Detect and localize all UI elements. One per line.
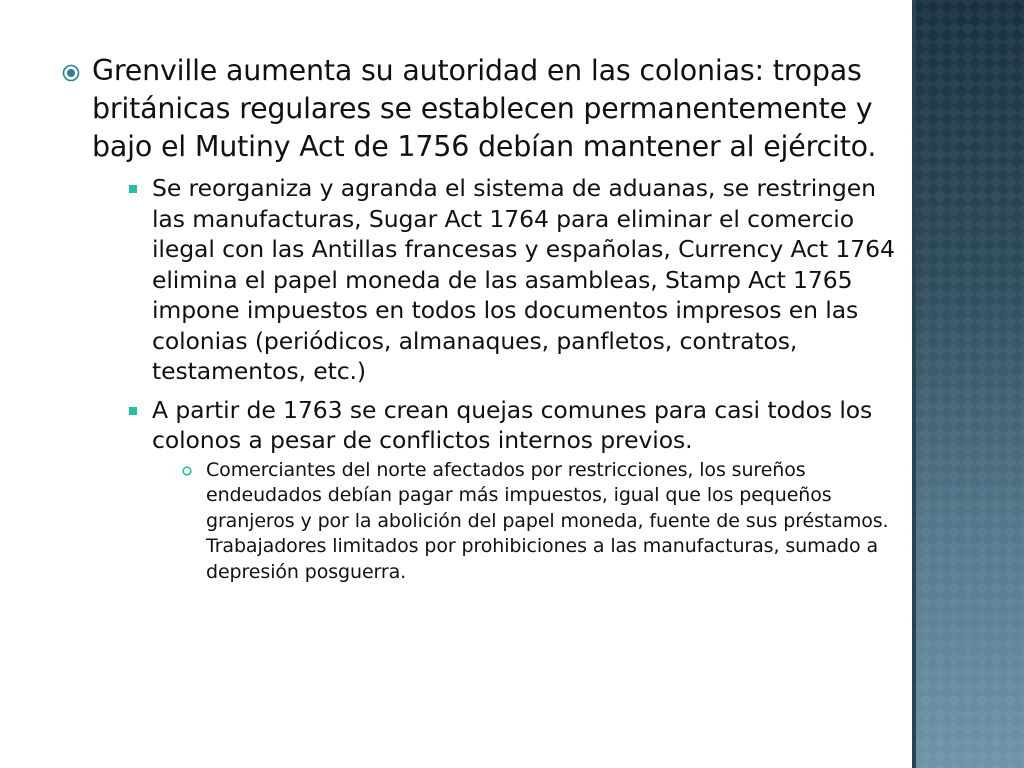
sub-sub-bullet-list bbox=[180, 458, 900, 586]
bullet-level3 bbox=[180, 458, 900, 586]
ring-bullet-icon bbox=[182, 466, 192, 476]
radio-bullet-icon bbox=[62, 64, 80, 82]
bullet-level2 bbox=[124, 395, 900, 586]
bullet-level1 bbox=[60, 52, 900, 585]
square-bullet-icon bbox=[129, 185, 137, 193]
bullet-list bbox=[60, 52, 900, 585]
bullet-level2 bbox=[124, 173, 900, 387]
bullet-level2-text: A partir de 1763 se crean quejas comunes para casi todos los colonos a pesar de conflictos internos previos. bbox=[152, 395, 873, 454]
bullet-level3-text: Comerciantes del norte afectados por restricciones, los sureños endeudados debían pagar más impuestos, igual que los pequeños granjeros y por la abolición del papel moneda, fuente de sus préstamos. Trabajadores limitados por prohibiciones a las manufacturas, sumado a depresión posguerra. bbox=[206, 458, 889, 583]
bullet-level2-text: Se reorganiza y agranda el sistema de aduanas, se restringen las manufacturas, Sugar Act 1764 para eliminar el comercio ilegal con las Antillas francesas y españolas, Currency Act 1764 elimina el papel moneda de las asambleas, Stamp Act 1765 impone impuestos en todos los documentos impresos en las colonias (periódicos, almanaques, panfletos, contratos, testamentos, etc.) bbox=[152, 174, 895, 385]
bullet-level1-text: Grenville aumenta su autoridad en las colonias: tropas británicas regulares se establecen permanentemente y bajo el Mutiny Act de 1756 debían mantener al ejército. bbox=[92, 54, 877, 163]
sub-bullet-list bbox=[124, 173, 900, 585]
decorative-side-panel bbox=[912, 0, 1024, 768]
square-bullet-icon bbox=[129, 407, 137, 415]
slide-content bbox=[60, 52, 900, 593]
